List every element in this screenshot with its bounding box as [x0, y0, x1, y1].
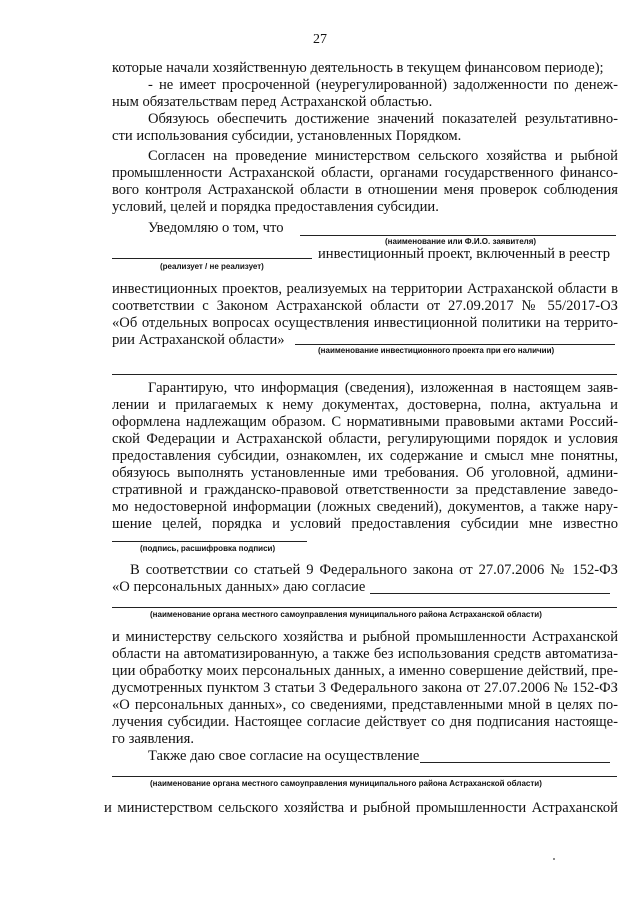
field-caption: (наименование органа местного самоуправления муниципального района Астраханской области) [150, 610, 542, 619]
text-line: го заявления. [112, 731, 194, 747]
project-name-field[interactable] [295, 344, 615, 345]
text-line: Уведомляю о том, что [148, 220, 284, 236]
signature-field[interactable] [112, 541, 307, 542]
text-line: области на автоматизированную, а также без использования средств автоматиза- [112, 646, 618, 662]
applicant-name-field[interactable] [300, 235, 616, 236]
local-government-field-2[interactable] [420, 762, 610, 763]
text-line: инвестиционных проектов, реализуемых на территории Астраханской области в [112, 281, 618, 297]
text-line: и министерству сельского хозяйства и рыбной промышленности Астраханской [112, 629, 618, 645]
text-line: соответствии с Законом Астраханской области от 27.09.2017 № 55/2017-ОЗ [112, 298, 618, 314]
page-number: 27 [313, 32, 327, 47]
text-line: предоставления субсидии, ознакомлен, их содержание и смысл мне понятны, [112, 448, 618, 464]
field-caption: (наименование или Ф.И.О. заявителя) [385, 237, 537, 246]
text-line: Обязуюсь обеспечить достижение значений показателей результативно- [148, 111, 618, 127]
field-caption: (наименование органа местного самоуправления муниципального района Астраханской области) [150, 779, 542, 788]
text-line: лении и прилагаемых к нему документах, достоверна, полна, актуальна и [112, 397, 618, 413]
text-line: условий, целей и порядка предоставления субсидии. [112, 199, 439, 215]
text-line: «Об отдельных вопросах осуществления инвестиционной политики на террито- [112, 315, 618, 331]
text-line: инвестиционный проект, включенный в реестр [318, 246, 611, 262]
text-line: промышленности Астраханской области, органами государственного финансо- [112, 165, 618, 181]
local-government-field[interactable] [370, 593, 610, 594]
text-line: ции обработку моих персональных данных, а именно совершение действий, пре- [112, 663, 618, 679]
text-line: обязуюсь выполнять установленные ими требования. Об уголовной, админи- [112, 465, 618, 481]
text-line: сти использования субсидии, установленных Порядком. [112, 128, 462, 144]
text-line: мо недостоверной информации (ложных сведений), документов, а также нару- [112, 499, 618, 515]
text-line: - не имеет просроченной (неурегулированной) задолженности по денеж- [148, 77, 618, 93]
text-line: Также даю свое согласие на осуществление [148, 748, 420, 764]
field-caption: (реализует / не реализует) [160, 262, 264, 271]
text-line: ным обязательствам перед Астраханской областью. [112, 94, 433, 110]
field-caption: (наименование инвестиционного проекта при его наличии) [318, 346, 555, 355]
text-line: вого контроля Астраханской области в отношении меня проверок соблюдения [112, 182, 618, 198]
text-line: Согласен на проведение министерством сельского хозяйства и рыбной [148, 148, 618, 164]
text-line: шение целей, порядка и условий предоставления субсидии мне известно [112, 516, 618, 532]
field-caption: (подпись, расшифровка подписи) [140, 544, 276, 553]
text-line: «О персональных данных» даю согласие [112, 579, 366, 595]
text-line: и министерством сельского хозяйства и рыбной промышленности Астраханской [104, 800, 618, 816]
text-line: «О персональных данных», со сведениями, представленными мной в целях по- [112, 697, 618, 713]
implementation-status-field[interactable] [112, 258, 312, 259]
text-line: дусмотренных пунктом 3 статьи 3 Федерального закона от 27.07.2006 № 152-ФЗ [112, 680, 618, 696]
text-line: В соответствии со статьей 9 Федерального закона от 27.07.2006 № 152-ФЗ [130, 562, 618, 578]
text-line: которые начали хозяйственную деятельность в текущем финансовом периоде); [112, 60, 604, 76]
text-line: оформлена надлежащим образом. С нормативными правовыми актами Россий- [112, 414, 618, 430]
local-government-field-2-continued[interactable] [112, 776, 617, 777]
text-line: Гарантирую, что информация (сведения), изложенная в настоящем заяв- [148, 380, 618, 396]
text-line: стративной и гражданско-правовой ответственности за представление заведо- [112, 482, 618, 498]
scan-speck [553, 858, 555, 860]
text-line: ской Федерации и Астраханской области, регулирующими порядок и условия [112, 431, 618, 447]
project-name-field-continued[interactable] [112, 374, 617, 375]
text-line: рии Астраханской области» [112, 332, 285, 348]
local-government-field-continued[interactable] [112, 607, 617, 608]
text-line: лучения субсидии. Настоящее согласие действует со дня подписания настояще- [112, 714, 618, 730]
